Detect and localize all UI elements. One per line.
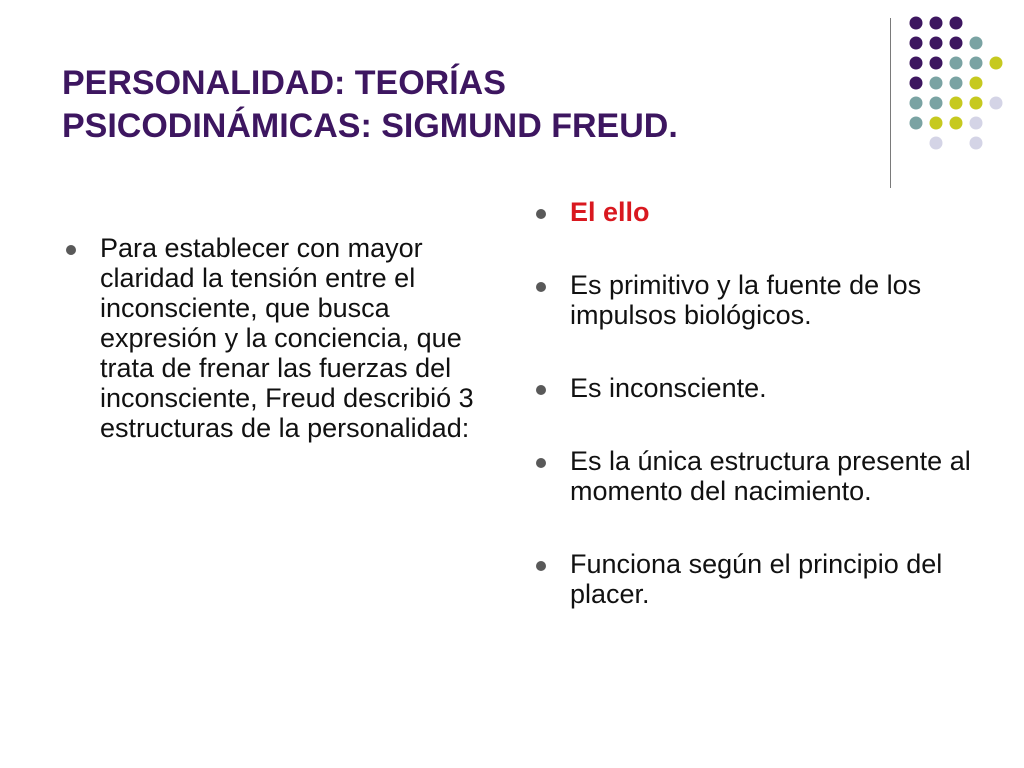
- decorative-dot-lime: [990, 57, 1003, 70]
- decorative-dot-lime: [930, 117, 943, 130]
- decorative-dot-teal: [970, 57, 983, 70]
- right-bullet-text: Es la única estructura presente al momento del nacimiento.: [570, 446, 971, 506]
- right-bullet-item: [534, 549, 974, 609]
- right-bullet-item: [534, 446, 974, 506]
- decorative-dot-lime: [950, 117, 963, 130]
- decorative-dot-teal: [970, 37, 983, 50]
- left-bullet-item: [64, 233, 484, 443]
- right-bullet-text: Es primitivo y la fuente de los impulsos biológicos.: [570, 270, 922, 330]
- decorative-dot-lime: [970, 77, 983, 90]
- right-bullet-text: Funciona según el principio del placer.: [570, 549, 943, 609]
- decorative-dot-purple: [910, 77, 923, 90]
- title-line-2: PSICODINÁMICAS: SIGMUND FREUD.: [62, 106, 678, 145]
- right-heading-text: El ello: [570, 197, 650, 227]
- decorative-dot-lavender: [990, 97, 1003, 110]
- decorative-dot-teal: [910, 117, 923, 130]
- decorative-dot-purple: [950, 37, 963, 50]
- bullet-icon: [66, 245, 76, 255]
- decorative-dot-teal: [950, 77, 963, 90]
- decorative-dot-lavender: [970, 137, 983, 150]
- right-bullet-item: [534, 270, 974, 330]
- decorative-dot-lime: [970, 97, 983, 110]
- bullet-icon: [536, 561, 546, 571]
- right-bullet-list: [534, 197, 974, 652]
- decorative-dot-lavender: [970, 117, 983, 130]
- bullet-icon: [536, 385, 546, 395]
- decorative-dot-purple: [910, 37, 923, 50]
- bullet-icon: [536, 282, 546, 292]
- decorative-dot-purple: [910, 57, 923, 70]
- slide-title: [62, 62, 862, 147]
- decorative-dot-purple: [910, 17, 923, 30]
- decorative-dot-purple: [930, 37, 943, 50]
- decorative-dot-teal: [930, 77, 943, 90]
- vertical-divider: [890, 18, 891, 188]
- decorative-dot-teal: [950, 57, 963, 70]
- left-bullet-list: [64, 233, 484, 443]
- decorative-dot-purple: [950, 17, 963, 30]
- right-heading-item: [534, 197, 974, 227]
- bullet-icon: [536, 209, 546, 219]
- left-bullet-text: Para establecer con mayor claridad la tensión entre el inconsciente, que busca expresión y la conciencia, que trata de frenar las fuerzas del inconsciente, Freud describió 3 estructuras de la personalidad:: [100, 233, 474, 443]
- decorative-dot-teal: [930, 97, 943, 110]
- right-bullet-item: [534, 373, 974, 403]
- decorative-dot-purple: [930, 57, 943, 70]
- bullet-icon: [536, 458, 546, 468]
- decorative-dot-lavender: [930, 137, 943, 150]
- decorative-dot-teal: [910, 97, 923, 110]
- right-bullet-text: Es inconsciente.: [570, 373, 767, 403]
- title-line-1: PERSONALIDAD: TEORÍAS: [62, 64, 506, 102]
- decorative-dot-lime: [950, 97, 963, 110]
- decorative-dot-purple: [930, 17, 943, 30]
